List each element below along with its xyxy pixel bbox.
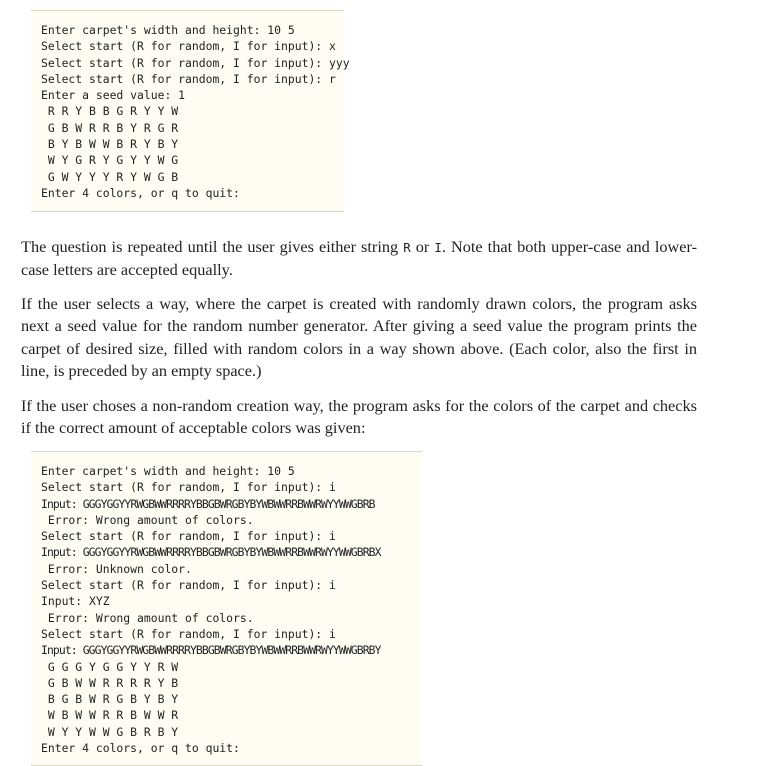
- paragraph-text: . Note that both upper-case and lower-case letters are accepted equally.: [21, 237, 698, 280]
- code-line: Select start (R for random, I for input): r: [41, 71, 336, 86]
- carpet-row: G G G Y G G Y Y R W: [41, 659, 179, 674]
- code-line: Select start (R for random, I for input): x: [41, 39, 336, 54]
- paragraph-random-way: If the user selects a way, where the carpet is created with randomly drawn colors, the program asks next a seed value for the random number generator. After giving a seed value the program prints the carpet of desired size, filled with random colors in a way shown above. (Each color, also the first in line, is preceded by an empty space.): [21, 294, 697, 380]
- carpet-row: B G B W R G B Y B Y: [41, 692, 179, 707]
- carpet-row: W Y Y W W G B R B Y: [41, 724, 179, 739]
- input-line: Input: GGGYGGYYRWGBWWRRRRYBBGBWRGBYBYWBWWRRBWWRWYYWWGBRBY: [41, 643, 381, 658]
- code-line: Enter carpet's width and height: 10 5: [41, 23, 295, 37]
- error-line: Error: Unknown color.: [41, 561, 192, 576]
- code-line: Select start (R for random, I for input): i: [41, 480, 336, 495]
- carpet-row: G B W R R B Y R G R: [41, 120, 179, 135]
- paragraph-text: or: [410, 237, 435, 256]
- error-line: Error: Wrong amount of colors.: [41, 512, 254, 527]
- code-example-input: [31, 451, 422, 766]
- carpet-row: B Y B W W B R Y B Y: [41, 137, 179, 152]
- code-line: Select start (R for random, I for input): i: [41, 626, 336, 641]
- carpet-row: W Y G R Y G Y Y W G: [41, 153, 179, 168]
- carpet-row: G B W W R R R R Y B: [41, 675, 179, 690]
- paragraph-text: The question is repeated until the user gives either string: [21, 237, 404, 256]
- paragraph-input-way: If the user choses a non-random creation way, the program asks for the colors of the carpet and checks if the correct amount of acceptable colors was given:: [21, 396, 697, 438]
- inline-code-r: R: [403, 240, 411, 255]
- code-example-random: [31, 10, 350, 212]
- carpet-row: R R Y B B G R Y Y W: [41, 104, 179, 119]
- code-line: Select start (R for random, I for input): i: [41, 529, 336, 544]
- carpet-row: W B W W R R B W W R: [41, 708, 179, 723]
- carpet-row: G W Y Y Y R Y W G B: [41, 169, 179, 184]
- input-line: Input: GGGYGGYYRWGBWWRRRRYBBGBWRGBYBYWBWWRRBWWRWYYWWGBRB: [41, 496, 375, 511]
- input-line: Input: GGGYGGYYRWGBWWRRRRYBBGBWRGBYBYWBWWRRBWWRWYYWWGBRBX: [41, 545, 381, 560]
- code-line: Enter 4 colors, or q to quit:: [41, 185, 240, 200]
- inline-code-i: I: [434, 240, 442, 255]
- error-line: Error: Wrong amount of colors.: [41, 610, 254, 625]
- code-line: Enter a seed value: 1: [41, 88, 186, 103]
- input-line: Input: XYZ: [41, 594, 110, 609]
- code-line: Enter 4 colors, or q to quit:: [41, 741, 240, 756]
- paragraph-repeat-question: [21, 236, 697, 282]
- code-line: Select start (R for random, I for input): yyy: [41, 55, 350, 70]
- code-line: Select start (R for random, I for input): i: [41, 578, 336, 593]
- code-line: Enter carpet's width and height: 10 5: [41, 464, 295, 478]
